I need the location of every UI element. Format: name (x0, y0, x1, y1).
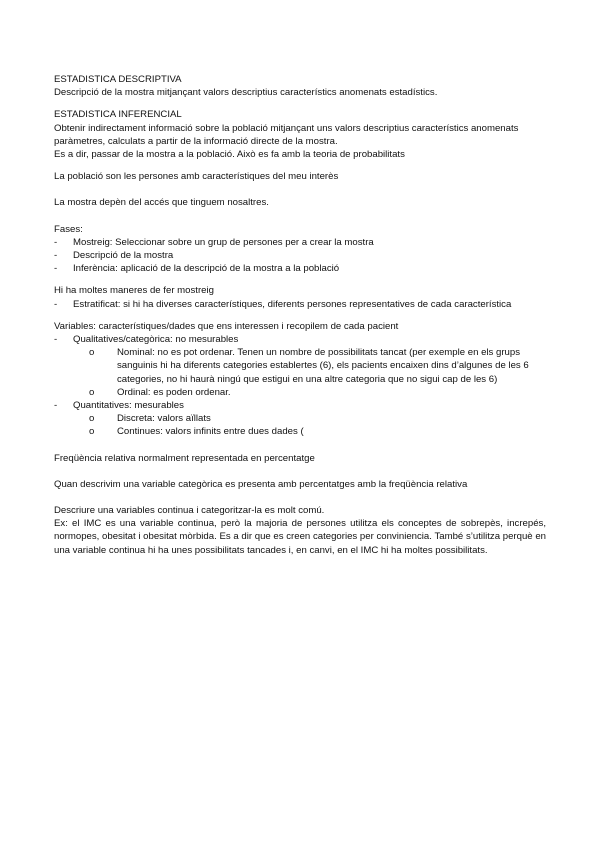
fase-inferencia: Inferència: aplicació de la descripció de la mostra a la població (73, 263, 340, 275)
text-descriptiva: Descripció de la mostra mitjançant valors descriptius característics anomenats estadístics. (54, 87, 438, 99)
text-mostra: La mostra depèn del accés que tinguem nosaltres. (54, 197, 269, 209)
heading-variables: Variables: característiques/dades que ens interessen i recopilem de cada pacient (54, 320, 399, 332)
nominal-line-3: categories, no hi haurà ningú que estigui en una altre categoria que no sigui cap de les 6) (117, 373, 498, 385)
nominal-line-1: Nominal: no es pot ordenar. Tenen un nombre de possibilitats tancat (per exemple en els grups (117, 347, 520, 359)
dash-bullet: - (54, 236, 58, 248)
text-categorica: Quan descrivim una variable categòrica es presenta amb percentatges amb la freqüència relativa (54, 478, 468, 490)
text-poblacio: La població son les persones amb característiques del meu interès (54, 171, 339, 183)
circle-bullet: o (89, 413, 95, 425)
circle-bullet: o (89, 386, 95, 398)
heading-fases: Fases: (54, 223, 83, 235)
fase-descripcio: Descripció de la mostra (73, 250, 174, 262)
nominal-line-2: sanguinis hi ha diferents categories establertes (6), els pacients encaixen dins d’algunes de les 6 (117, 360, 529, 372)
list-item (54, 425, 546, 438)
text-continua-example: Ex: el IMC es una variable continua, però la majoria de persones utilitza els conceptes de sobrepès, increpés, normopes, obesitat i obesitat mòrbida. Es a dir que es creen categories per conviniencia. També s’utilitza perquè en una variable continua hi ha unes possibilitats tancades i, en canvi, en el IMC hi ha moltes possibilitats. (54, 518, 546, 556)
text-inferencial-1: Obtenir indirectament informació sobre la població mitjançant uns valors descriptius característics anomenats (54, 122, 519, 134)
continues-text: Continues: valors infinits entre dues dades ( (117, 426, 304, 438)
dash-bullet: - (54, 263, 58, 275)
heading-mostreig: Hi ha moltes maneres de fer mostreig (54, 285, 214, 297)
text-inferencial-2: paràmetres, calculats a partir de la informació directe de la mostra. (54, 135, 338, 147)
list-item (54, 412, 546, 425)
list-item (54, 333, 546, 346)
list-item (54, 386, 546, 399)
text-continua-intro: Descriure una variables continua i categoritzar-la es molt comú. (54, 505, 325, 517)
mostreig-estratificat: Estratificat: si hi ha diverses característiques, diferents persones representatives de cada característica (73, 298, 512, 310)
circle-bullet: o (89, 426, 95, 438)
dash-bullet: - (54, 400, 58, 412)
discreta-text: Discreta: valors aïllats (117, 413, 211, 425)
variables-qualitatives: Qualitatives/categòrica: no mesurables (73, 334, 239, 346)
dash-bullet: - (54, 334, 58, 346)
list-item (54, 346, 546, 386)
heading-inferencial: ESTADISTICA INFERENCIAL (54, 109, 182, 121)
list-item (54, 399, 546, 412)
list-item (54, 262, 546, 275)
fase-mostreig: Mostreig: Seleccionar sobre un grup de persones per a crear la mostra (73, 236, 374, 248)
list-item (54, 236, 546, 249)
ordinal-text: Ordinal: es poden ordenar. (117, 386, 231, 398)
heading-descriptiva: ESTADISTICA DESCRIPTIVA (54, 74, 182, 85)
dash-bullet: - (54, 250, 58, 262)
document-body (54, 73, 546, 557)
variables-quantitatives: Quantitatives: mesurables (73, 400, 184, 412)
list-item (54, 298, 546, 311)
text-inferencial-3: Es a dir, passar de la mostra a la població. Això es fa amb la teoria de probabilitats (54, 149, 405, 161)
list-item (54, 249, 546, 262)
circle-bullet: o (89, 347, 95, 359)
text-frequencia: Freqüència relativa normalment representada en percentatge (54, 452, 315, 464)
dash-bullet: - (54, 298, 58, 310)
